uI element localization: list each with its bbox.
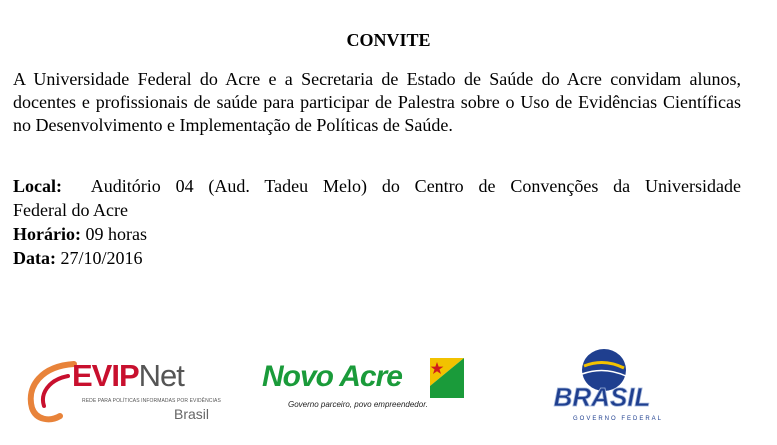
brasil-wordmark: BRASIL: [553, 382, 651, 412]
local-line: [13, 174, 741, 198]
brasil-governo-federal-logo: [528, 344, 676, 436]
horario-value: 09 horas: [85, 224, 147, 244]
local-value-line2: Federal do Acre: [13, 200, 128, 220]
novo-acre-logo: [262, 358, 472, 420]
evipnet-name-b: Net: [138, 358, 184, 393]
horario-label: Horário:: [13, 224, 81, 244]
evipnet-tagline: REDE PARA POLÍTICAS INFORMADAS POR EVIDÊNCIAS: [82, 398, 221, 404]
intro-paragraph: A Universidade Federal do Acre e a Secretaria de Estado de Saúde do Acre convidam alunos, docentes e profissionais de saúde para participar de Palestra sobre o Uso de Evidências Científicas no Desenvolvimento e Implementação de Políticas de Saúde.: [13, 69, 741, 135]
brasil-emblem-icon: [528, 344, 676, 436]
acre-flag-icon: [430, 358, 464, 398]
data-label: Data:: [13, 248, 56, 268]
novo-acre-tagline: Governo parceiro, povo empreendedor.: [288, 400, 428, 409]
local-value-line1: Auditório 04 (Aud. Tadeu Melo) do Centro de Convenções da Universidade: [90, 176, 741, 196]
evipnet-country: Brasil: [174, 406, 210, 422]
data-value: 27/10/2016: [60, 248, 143, 268]
evipnet-name-a: EVIP: [72, 358, 139, 393]
evipnet-wordmark: [72, 358, 184, 394]
document-title: CONVITE: [346, 30, 431, 50]
data-line: [13, 246, 741, 270]
horario-line: [13, 222, 741, 246]
evipnet-logo: [22, 350, 222, 430]
novo-acre-wordmark: Novo Acre: [262, 360, 402, 393]
logo-strip: [0, 340, 777, 440]
event-details: [13, 174, 741, 270]
local-label: Local:: [13, 176, 62, 196]
brasil-tagline: GOVERNO FEDERAL: [572, 416, 664, 422]
